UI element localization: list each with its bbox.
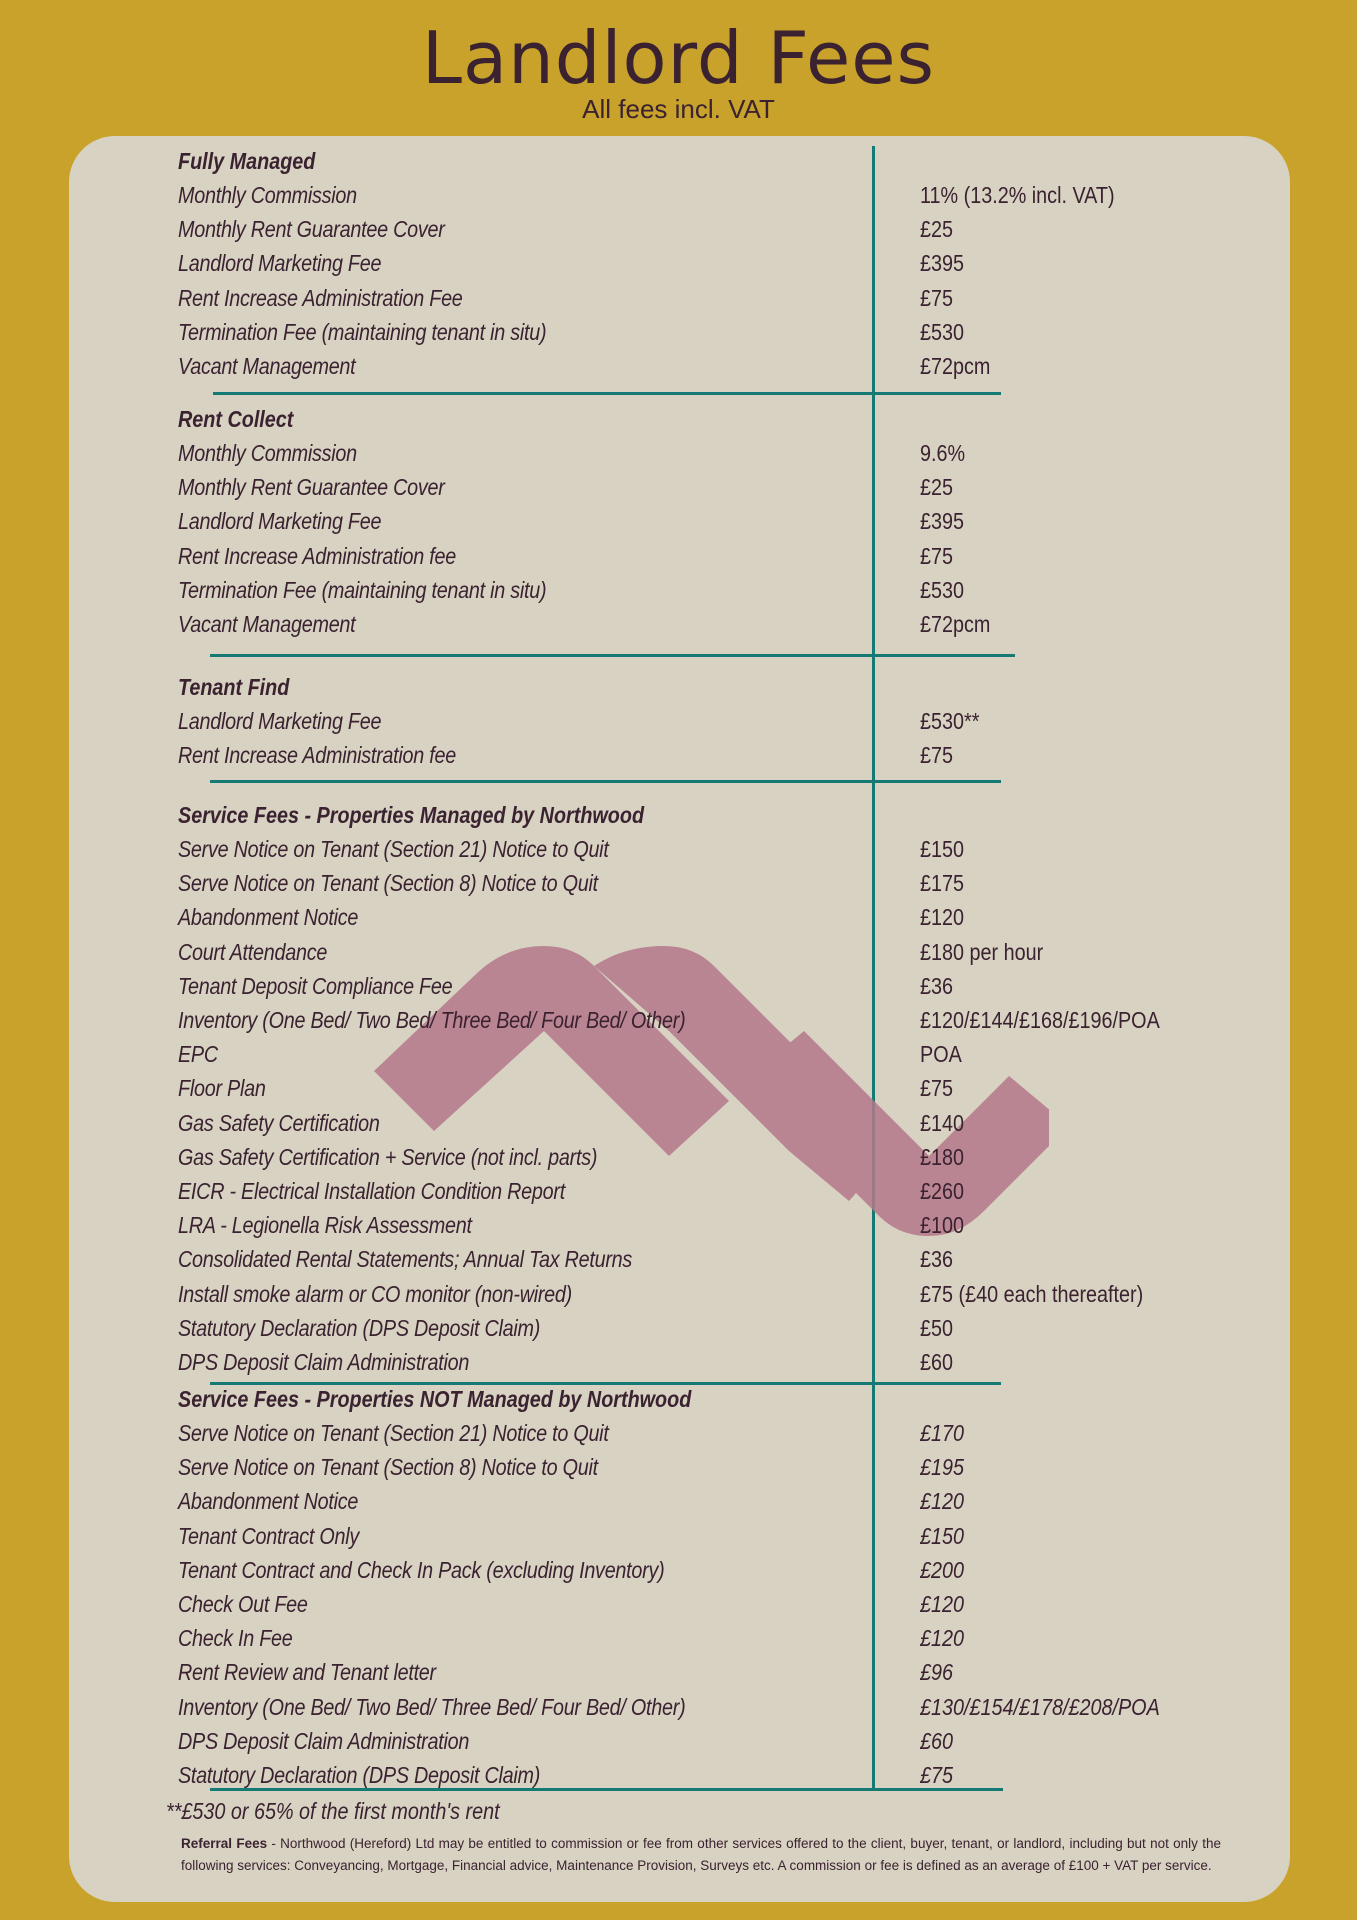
fee-value: £120	[920, 1625, 965, 1652]
fee-label: Monthly Rent Guarantee Cover	[178, 474, 445, 501]
fee-label: Consolidated Rental Statements; Annual Tax Returns	[178, 1246, 633, 1273]
section-heading: Fully Managed	[178, 148, 316, 174]
fee-label: Landlord Marketing Fee	[178, 708, 382, 734]
fee-label: Court Attendance	[178, 938, 328, 965]
referral-text: - Northwood (Hereford) Ltd may be entitled to commission or fee from other services offered to the client, buyer, tenant, or landlord, including but not only the following services: Conveyancing, Mortgage, Financial advice, Maintenance Provision, Surveys etc. A commission or fee is defined as an average of £100 + VAT per service.	[181, 1836, 1221, 1873]
fee-row	[178, 1420, 1278, 1454]
fee-label: Tenant Contract and Check In Pack (excluding Inventory)	[178, 1556, 665, 1583]
fee-value: £75	[920, 1075, 954, 1102]
fee-row	[178, 216, 1278, 250]
fee-label: Serve Notice on Tenant (Section 8) Notice to Quit	[178, 870, 598, 897]
fee-row	[178, 1075, 1278, 1109]
fee-label: DPS Deposit Claim Administration	[178, 1727, 470, 1754]
fee-value: POA	[920, 1041, 962, 1068]
fee-label: Termination Fee (maintaining tenant in situ)	[178, 576, 547, 603]
fee-label: Termination Fee (maintaining tenant in situ)	[178, 318, 547, 345]
fee-label: Gas Safety Certification + Service (not incl. parts)	[178, 1143, 598, 1170]
fee-value: £260	[920, 1178, 965, 1204]
fee-row	[178, 1041, 1278, 1075]
fee-label: Serve Notice on Tenant (Section 21) Notice to Quit	[178, 1420, 609, 1446]
fee-label: Landlord Marketing Fee	[178, 250, 382, 277]
fee-row	[178, 250, 1278, 284]
fee-value: £72pcm	[920, 611, 991, 637]
fee-row	[178, 1007, 1278, 1041]
fee-label: Statutory Declaration (DPS Deposit Claim)	[178, 1314, 541, 1341]
fee-value: £75	[920, 284, 954, 311]
fee-row	[178, 836, 1278, 870]
fee-value: £150	[920, 836, 965, 862]
fee-value: £150	[920, 1522, 965, 1549]
fee-value: £395	[920, 508, 965, 535]
fee-value: £200	[920, 1556, 965, 1583]
fee-value: £180	[920, 1143, 965, 1170]
fee-label: Vacant Management	[178, 611, 356, 637]
fee-label: Rent Review and Tenant letter	[178, 1659, 436, 1686]
fee-label: Check In Fee	[178, 1625, 293, 1652]
section-heading: Rent Collect	[178, 406, 294, 432]
fee-label: LRA - Legionella Risk Assessment	[178, 1212, 472, 1239]
section-heading: Tenant Find	[178, 674, 290, 700]
fee-label: Serve Notice on Tenant (Section 21) Notice to Quit	[178, 836, 609, 862]
fee-value: £120	[920, 1488, 965, 1515]
fee-row	[178, 904, 1278, 938]
fee-row	[178, 1315, 1278, 1349]
fee-label: DPS Deposit Claim Administration	[178, 1349, 470, 1375]
fee-row	[178, 1728, 1278, 1762]
fee-row	[178, 939, 1278, 973]
fee-label: Vacant Management	[178, 353, 356, 379]
fee-label: Rent Increase Administration fee	[178, 742, 456, 769]
section-divider	[210, 780, 1001, 783]
fee-value: £175	[920, 870, 965, 897]
fee-value: £100	[920, 1212, 965, 1239]
fee-row	[178, 508, 1278, 542]
section-heading: Service Fees - Properties Managed by Northwood	[178, 802, 645, 828]
fee-label: Tenant Contract Only	[178, 1522, 360, 1549]
fee-row	[178, 742, 1278, 776]
fee-value: £120	[920, 904, 965, 931]
fee-value: £530	[920, 318, 965, 345]
fee-label: Monthly Commission	[178, 440, 357, 466]
fee-value: £195	[920, 1454, 965, 1481]
fee-value: £25	[920, 216, 954, 243]
fee-row	[178, 1144, 1278, 1178]
fee-row	[178, 1212, 1278, 1246]
fee-row	[178, 182, 1278, 216]
section-divider	[210, 1382, 1001, 1385]
fee-value: £75	[920, 742, 954, 769]
fee-value: £170	[920, 1420, 965, 1446]
section-divider	[210, 1788, 1003, 1791]
fee-value: £25	[920, 474, 954, 501]
fee-value: £180 per hour	[920, 938, 1044, 965]
fee-row	[178, 543, 1278, 577]
fee-value: £75 (£40 each thereafter)	[920, 1280, 1144, 1307]
fee-label: Rent Increase Administration fee	[178, 542, 456, 569]
fee-label: Abandonment Notice	[178, 904, 359, 931]
fee-label: Inventory (One Bed/ Two Bed/ Three Bed/ Four Bed/ Other)	[178, 1693, 686, 1720]
fee-value: 9.6%	[920, 440, 966, 466]
fee-value: £60	[920, 1727, 954, 1754]
fee-label: Inventory (One Bed/ Two Bed/ Three Bed/ Four Bed/ Other)	[178, 1007, 686, 1033]
fee-value: £120	[920, 1591, 965, 1617]
fee-value: £530**	[920, 708, 980, 734]
page-title: Landlord Fees	[421, 16, 936, 100]
fee-row	[178, 1591, 1278, 1625]
fee-value: £140	[920, 1109, 965, 1136]
fee-row	[178, 285, 1278, 319]
fee-row	[178, 1281, 1278, 1315]
fee-label: Tenant Deposit Compliance Fee	[178, 972, 453, 999]
fee-value: £530	[920, 576, 965, 603]
fee-label: Install smoke alarm or CO monitor (non-wired)	[178, 1280, 573, 1307]
fee-row	[178, 1659, 1278, 1693]
footnote: **£530 or 65% of the first month's rent	[166, 1798, 500, 1824]
fee-row	[178, 319, 1278, 353]
fee-label: EPC	[178, 1041, 218, 1068]
fee-value: 11% (13.2% incl. VAT)	[920, 182, 1115, 208]
fee-row	[178, 1694, 1278, 1728]
fee-label: EICR - Electrical Installation Condition Report	[178, 1178, 565, 1204]
page-subtitle: All fees incl. VAT	[582, 94, 775, 124]
fee-value: £36	[920, 972, 954, 999]
fee-row	[178, 474, 1278, 508]
fee-value: £130/£154/£178/£208/POA	[920, 1693, 1160, 1720]
fee-label: Landlord Marketing Fee	[178, 508, 382, 535]
fee-row	[178, 1178, 1278, 1212]
section-heading: Service Fees - Properties NOT Managed by Northwood	[178, 1386, 692, 1412]
fee-value: £60	[920, 1349, 954, 1375]
section-divider	[210, 654, 1015, 657]
fee-value: £72pcm	[920, 353, 991, 379]
fee-value: £75	[920, 1762, 954, 1788]
fee-row	[178, 1488, 1278, 1522]
fee-row	[178, 1557, 1278, 1591]
fee-row	[178, 1454, 1278, 1488]
fee-row	[178, 440, 1278, 474]
fee-label: Gas Safety Certification	[178, 1109, 380, 1136]
fee-label: Serve Notice on Tenant (Section 8) Notice to Quit	[178, 1454, 598, 1481]
fee-value: £120/£144/£168/£196/POA	[920, 1007, 1160, 1033]
fee-label: Monthly Rent Guarantee Cover	[178, 216, 445, 243]
fee-label: Check Out Fee	[178, 1591, 308, 1617]
fee-row	[178, 1246, 1278, 1280]
section-divider	[213, 392, 1001, 395]
fee-row	[178, 973, 1278, 1007]
fee-value: £36	[920, 1246, 954, 1273]
fee-row	[178, 1625, 1278, 1659]
fee-row	[178, 1110, 1278, 1144]
fee-row	[178, 353, 1278, 387]
fee-row	[178, 577, 1278, 611]
fee-label: Monthly Commission	[178, 182, 357, 208]
fee-value: £395	[920, 250, 965, 277]
fee-row	[178, 708, 1278, 742]
fee-row	[178, 611, 1278, 645]
fee-value: £75	[920, 542, 954, 569]
fee-value: £50	[920, 1314, 954, 1341]
fee-label: Statutory Declaration (DPS Deposit Claim)	[178, 1762, 541, 1788]
referral-notice	[181, 1833, 1221, 1877]
fee-row	[178, 870, 1278, 904]
referral-title: Referral Fees	[181, 1836, 268, 1851]
fee-row	[178, 1523, 1278, 1557]
fee-value: £96	[920, 1659, 954, 1686]
fee-row	[178, 1349, 1278, 1383]
fee-label: Abandonment Notice	[178, 1488, 359, 1515]
fees-panel	[69, 136, 1290, 1902]
fee-label: Floor Plan	[178, 1075, 266, 1102]
fee-label: Rent Increase Administration Fee	[178, 284, 463, 311]
